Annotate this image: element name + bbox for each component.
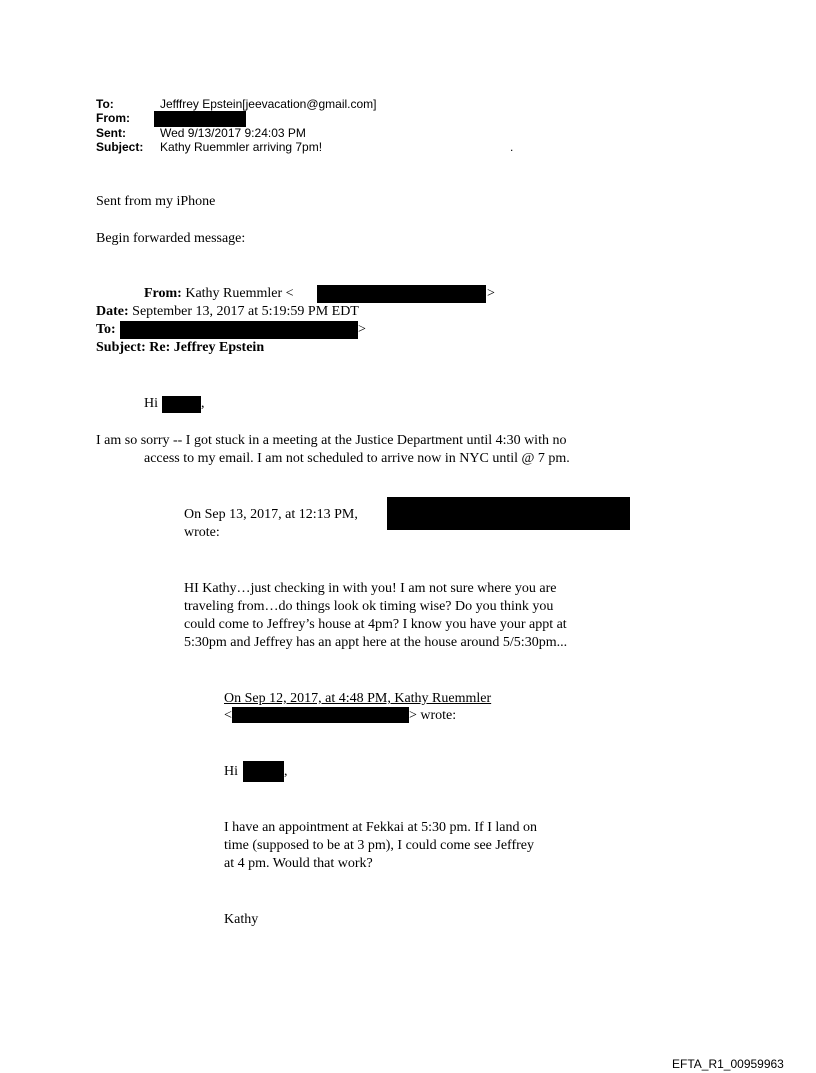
fwd-date-row bbox=[96, 304, 359, 320]
header-subject-value: Kathy Ruemmler arriving 7pm! bbox=[160, 140, 323, 154]
fwd-to-label: To: bbox=[96, 322, 116, 337]
fwd-date-label: Date: bbox=[96, 304, 129, 319]
msg1-line-1: I am so sorry -- I got stuck in a meeting at the Justice Department until 4:30 with no bbox=[96, 433, 567, 448]
msg1-line-2: access to my email. I am not scheduled to arrive now in NYC until @ 7 pm. bbox=[144, 451, 570, 466]
header-sent-value: Wed 9/13/2017 9:24:03 PM bbox=[160, 126, 306, 140]
quote1-line: could come to Jeffrey’s house at 4pm? I know you have your appt at bbox=[184, 617, 567, 632]
begin-forwarded-line: Begin forwarded message: bbox=[96, 231, 246, 246]
quote2-line: at 4 pm. Would that work? bbox=[224, 856, 373, 871]
redaction-quote2-name bbox=[243, 761, 284, 782]
fwd-date-value: September 13, 2017 at 5:19:59 PM EDT bbox=[132, 304, 359, 319]
header-to-value: Jefffrey Epstein[jeevacation@gmail.com] bbox=[160, 97, 377, 111]
quote2-header-line-2: > wrote: bbox=[409, 708, 457, 723]
msg1-greeting-hi: Hi bbox=[144, 396, 158, 411]
sent-from-line: Sent from my iPhone bbox=[96, 194, 216, 209]
quote2-greeting-hi: Hi bbox=[224, 764, 238, 779]
quote2-line: I have an appointment at Fekkai at 5:30 pm. If I land on bbox=[224, 820, 537, 835]
document-id: EFTA_R1_00959963 bbox=[672, 1057, 784, 1071]
header-sent-label: Sent: bbox=[96, 126, 126, 140]
quote1-line: traveling from…do things look ok timing wise? Do you think you bbox=[184, 599, 554, 614]
quote2-line: time (supposed to be at 3 pm), I could come see Jeffrey bbox=[224, 838, 534, 853]
stray-mark: . bbox=[510, 140, 514, 154]
quote1-header-line-1: On Sep 13, 2017, at 12:13 PM, bbox=[184, 507, 358, 522]
quote2-signature: Kathy bbox=[224, 912, 259, 927]
fwd-subject-row bbox=[96, 340, 264, 356]
quote1-header-line-2: wrote: bbox=[184, 525, 220, 540]
fwd-to-row bbox=[96, 322, 116, 338]
header-subject-label: Subject: bbox=[96, 140, 144, 154]
fwd-from-close: > bbox=[487, 286, 495, 301]
fwd-subject-label: Subject: bbox=[96, 340, 146, 355]
redaction-quote1-sender bbox=[387, 497, 630, 530]
fwd-from-row bbox=[144, 286, 294, 302]
quote2-header-line-1: On Sep 12, 2017, at 4:48 PM, Kathy Ruemmler bbox=[224, 691, 492, 706]
fwd-to-close: > bbox=[358, 322, 366, 337]
fwd-from-label: From: bbox=[144, 286, 182, 301]
quote2-greeting-comma: , bbox=[284, 764, 288, 779]
fwd-from-value: Kathy Ruemmler < bbox=[185, 286, 294, 301]
msg1-greeting-comma: , bbox=[201, 396, 205, 411]
redaction-quote2-email bbox=[232, 707, 409, 723]
quote1-line: HI Kathy…just checking in with you! I am not sure where you are bbox=[184, 581, 557, 596]
redaction-fwd-to bbox=[120, 321, 358, 339]
fwd-subject-value: Re: Jeffrey Epstein bbox=[149, 340, 265, 355]
redaction-fwd-from bbox=[317, 285, 486, 303]
redaction-msg1-name bbox=[162, 396, 201, 413]
redaction-header-from bbox=[154, 111, 246, 127]
header-to-label: To: bbox=[96, 97, 114, 111]
quote1-line: 5:30pm and Jeffrey has an appt here at the house around 5/5:30pm... bbox=[184, 635, 568, 650]
header-from-label: From: bbox=[96, 111, 130, 125]
quote2-header-open: < bbox=[224, 708, 232, 723]
